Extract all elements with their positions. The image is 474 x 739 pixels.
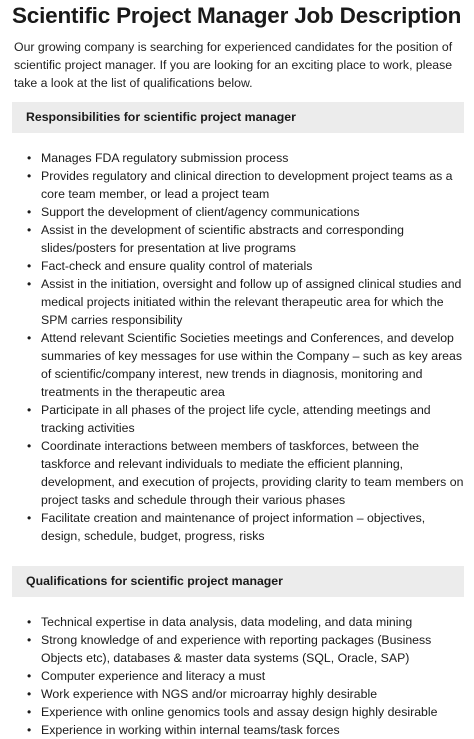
list-item	[12, 149, 464, 167]
list-item-text: Strong knowledge of and experience with reporting packages (Business Objects etc), databases & master data systems (SQL, Oracle, SAP)	[41, 633, 432, 665]
list-item-text: Support the development of client/agency communications	[41, 205, 360, 219]
list-item-text: Provides regulatory and clinical direction to development project teams as a core team member, or lead a project team	[41, 169, 453, 201]
bullet-icon: •	[27, 633, 32, 647]
bullet-icon: •	[27, 205, 32, 219]
list-item	[12, 613, 464, 631]
list-item-text: Experience in working within internal teams/task forces	[41, 723, 340, 737]
bullet-icon: •	[27, 403, 32, 417]
bullet-icon: •	[27, 223, 32, 237]
list-item-text: Assist in the development of scientific abstracts and corresponding slides/posters for presentation at live programs	[41, 223, 404, 255]
job-description-page	[12, 0, 464, 739]
bullet-icon: •	[27, 439, 32, 453]
page-title: Scientific Project Manager Job Description	[12, 3, 462, 28]
list-item	[12, 685, 464, 703]
list-item	[12, 401, 464, 437]
list-item-text: Facilitate creation and maintenance of project information – objectives, design, schedule, budget, progress, risks	[41, 511, 426, 543]
list-item	[12, 221, 464, 257]
bullet-icon: •	[27, 277, 32, 291]
bullet-icon: •	[27, 169, 32, 183]
bullet-icon: •	[27, 615, 32, 629]
bullet-icon: •	[27, 151, 32, 165]
qualifications-list	[12, 613, 464, 739]
list-item	[12, 721, 464, 739]
list-item	[12, 275, 464, 329]
list-item-text: Fact-check and ensure quality control of materials	[41, 259, 313, 273]
bullet-icon: •	[27, 259, 32, 273]
list-item-text: Coordinate interactions between members of taskforces, between the taskforce and relevant individuals to mediate the efficient planning, development, and execution of projects, providing clarity to team members on project tasks and schedule through their various phases	[41, 439, 464, 507]
bullet-icon: •	[27, 687, 32, 701]
responsibilities-heading: Responsibilities for scientific project manager	[12, 102, 464, 133]
list-item	[12, 631, 464, 667]
intro-paragraph: Our growing company is searching for experienced candidates for the position of scientific project manager. If you are looking for an exciting place to work, please take a look at the list of qualifications below.	[14, 40, 453, 90]
list-item-text: Manages FDA regulatory submission process	[41, 151, 289, 165]
bullet-icon: •	[27, 331, 32, 345]
list-item-text: Participate in all phases of the project life cycle, attending meetings and tracking activities	[41, 403, 431, 435]
list-item	[12, 437, 464, 509]
list-item	[12, 703, 464, 721]
qualifications-heading: Qualifications for scientific project manager	[12, 566, 464, 597]
list-item	[12, 257, 464, 275]
list-item-text: Computer experience and literacy a must	[41, 669, 266, 683]
list-item-text: Experience with online genomics tools and assay design highly desirable	[41, 705, 438, 719]
bullet-icon: •	[27, 511, 32, 525]
list-item	[12, 329, 464, 401]
list-item-text: Assist in the initiation, oversight and follow up of assigned clinical studies and medical projects initiated within the relevant therapeutic area for which the SPM carries responsibility	[41, 277, 462, 327]
bullet-icon: •	[27, 705, 32, 719]
bullet-icon: •	[27, 723, 32, 737]
list-item	[12, 667, 464, 685]
list-item-text: Technical expertise in data analysis, data modeling, and data mining	[41, 615, 413, 629]
list-item-text: Attend relevant Scientific Societies meetings and Conferences, and develop summaries of key messages for use within the Company – such as key areas of scientific/company interest, new trends in diagnosis, monitoring and treatments in the therapeutic area	[41, 331, 463, 399]
list-item	[12, 509, 464, 545]
bullet-icon: •	[27, 669, 32, 683]
list-item	[12, 167, 464, 203]
responsibilities-list	[12, 149, 464, 545]
list-item-text: Work experience with NGS and/or microarray highly desirable	[41, 687, 378, 701]
list-item	[12, 203, 464, 221]
